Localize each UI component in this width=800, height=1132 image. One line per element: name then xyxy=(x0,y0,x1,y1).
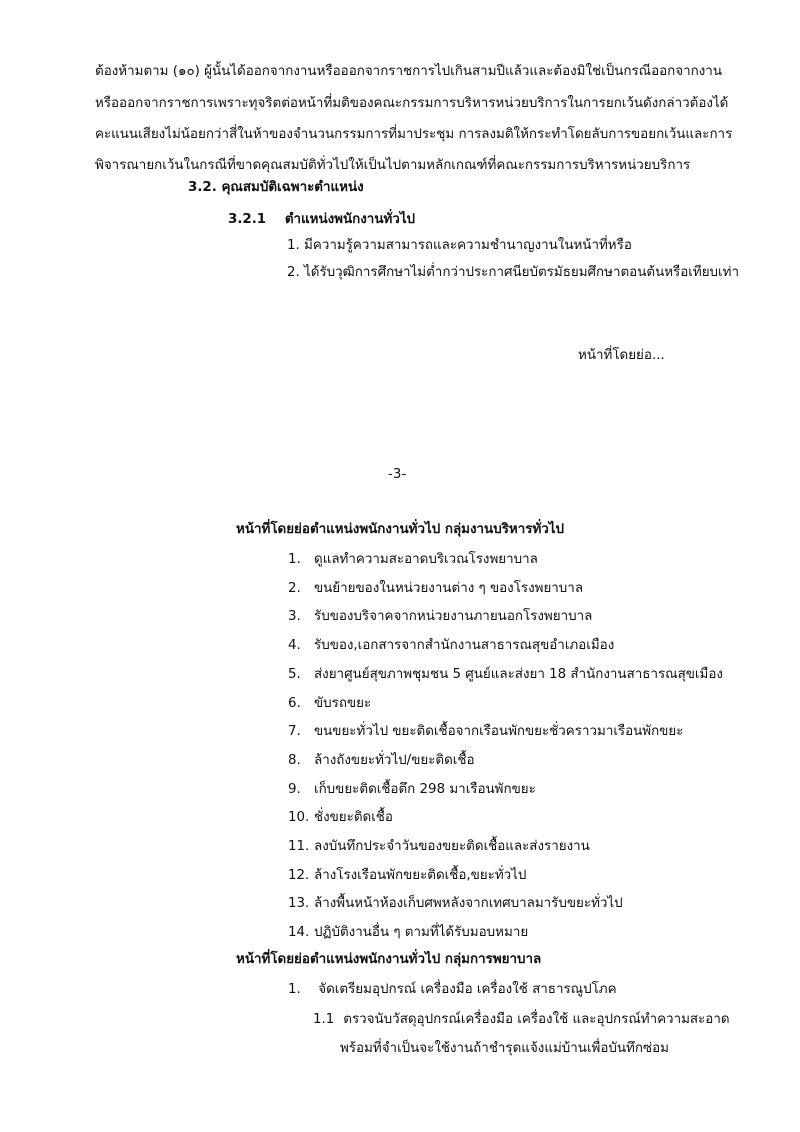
list-item xyxy=(288,780,536,800)
qualification-2: 2. ได้รับวุฒิการศึกษาไม่ต่ำกว่าประกาศนียบัตรมัธยมศึกษาตอนต้นหรือเทียบเท่า xyxy=(287,265,739,280)
duty-text: ขนขยะทั่วไป ขยะติดเชื้อจากเรือนพักขยะชั่วคราวมาเรือนพักขยะ xyxy=(314,724,684,740)
list-item xyxy=(288,694,371,714)
continued-note: หน้าที่โดยย่อ... xyxy=(578,348,665,363)
page-number: -3- xyxy=(388,467,407,482)
list-item xyxy=(288,579,583,599)
duty-number: 9. xyxy=(288,781,301,797)
duty-text: ล้างถังขยะทั่วไป/ขยะติดเชื้อ xyxy=(314,752,475,768)
list-item xyxy=(288,751,475,771)
duty-text: เก็บขยะติดเชื้อตึก 298 มาเรือนพักขยะ xyxy=(314,781,536,797)
duty-number: 1. xyxy=(288,552,301,567)
intro-line-1: ต้องห้ามตาม (๑๐) ผู้นั้นได้ออกจากงานหรือออกจากราชการไปเกินสามปีแล้วและต้องมิใช่เป็นกรณีออกจากงาน xyxy=(95,64,722,79)
list-item xyxy=(288,866,526,886)
section-3-2-1-number: 3.2.1 xyxy=(228,212,267,227)
duty-number: 1.1 xyxy=(313,1012,335,1027)
duty-nursing-1-1-line-2: พร้อมที่จำเป็นจะใช้งานถ้าชำรุดแจ้งแม่บ้านเพื่อบันทึกซ่อม xyxy=(340,1041,669,1056)
duty-nursing-1-1-line-1 xyxy=(313,1010,730,1030)
intro-line-2: หรือออกจากราชการเพราะทุจริตต่อหน้าที่มติของคณะกรรมการบริหารหน่วยบริการในการยกเว้นดังกล่าวต้องได้ xyxy=(95,96,729,111)
list-item xyxy=(288,550,538,570)
intro-line-3: คะแนนเสียงไม่น้อยกว่าสี่ในห้าของจำนวนกรรมการที่มาประชุม การลงมติให้กระทำโดยลับการขอยกเว้นและการ xyxy=(95,127,733,142)
list-item xyxy=(288,665,723,685)
duty-text: จัดเตรียมอุปกรณ์ เครื่องมือ เครื่องใช้ สาธารณูปโภค xyxy=(318,982,617,997)
duty-text: รับของ,เอกสารจากสำนักงานสาธารณสุขอำเภอเมือง xyxy=(314,638,615,654)
duty-number: 13. xyxy=(288,896,310,912)
duty-number: 3. xyxy=(288,609,301,625)
duty-number: 7. xyxy=(288,724,301,740)
duty-number: 6. xyxy=(288,695,301,711)
duty-number: 4. xyxy=(288,638,301,654)
duty-text: ล้างโรงเรือนพักขยะติดเชื้อ,ขยะทั่วไป xyxy=(314,867,527,883)
duty-number: 14. xyxy=(288,925,310,941)
list-item xyxy=(288,636,614,656)
list-item xyxy=(288,894,623,914)
section-3-2-heading: 3.2. คุณสมบัติเฉพาะตำแหน่ง xyxy=(188,180,364,195)
duty-text: ชั่งขยะติดเชื้อ xyxy=(314,810,393,826)
duty-text: รับของบริจาคจากหน่วยงานภายนอกโรงพยาบาล xyxy=(314,609,593,625)
duty-nursing-1 xyxy=(288,980,617,1000)
heading-general-admin: หน้าที่โดยย่อตำแหน่งพนักงานทั่วไป กลุ่มงานบริหารทั่วไป xyxy=(236,522,565,537)
heading-nursing: หน้าที่โดยย่อตำแหน่งพนักงานทั่วไป กลุ่มการพยาบาล xyxy=(236,952,542,967)
duty-number: 1. xyxy=(288,982,301,997)
list-item xyxy=(288,607,592,627)
intro-line-4: พิจารณายกเว้นในกรณีที่ขาดคุณสมบัติทั่วไปให้เป็นไปตามหลักเกณฑ์ที่คณะกรรมการบริหารหน่วยบริการ xyxy=(95,158,691,173)
qualification-1: 1. มีความรู้ความสามารถและความชำนาญงานในหน้าที่หรือ xyxy=(287,238,632,253)
duty-number: 10. xyxy=(288,810,310,826)
duty-text: ขนย้ายของในหน่วยงานต่าง ๆ ของโรงพยาบาล xyxy=(314,580,584,596)
duty-text: ขับรถขยะ xyxy=(314,695,372,711)
duty-number: 11. xyxy=(288,839,310,854)
duty-text: ล้างพื้นหน้าห้องเก็บศพหลังจากเทศบาลมารับขยะทั่วไป xyxy=(314,896,623,912)
list-item xyxy=(288,923,528,943)
duty-number: 2. xyxy=(288,580,301,596)
list-item xyxy=(288,722,683,742)
duty-text: ลงบันทึกประจำวันของขยะติดเชื้อและส่งรายงาน xyxy=(314,839,590,854)
section-3-2-1-title: ตำแหน่งพนักงานทั่วไป xyxy=(284,212,416,227)
duty-text: ส่งยาศูนย์สุขภาพชุมชน 5 ศูนย์และส่งยา 18 สำนักงานสาธารณสุขเมือง xyxy=(314,666,723,682)
duty-number: 12. xyxy=(288,867,310,883)
duty-text: ดูแลทำความสะอาดบริเวณโรงพยาบาล xyxy=(314,552,538,567)
list-item xyxy=(288,837,590,857)
duty-text: ปฏิบัติงานอื่น ๆ ตามที่ได้รับมอบหมาย xyxy=(314,925,529,941)
duty-number: 8. xyxy=(288,752,301,768)
section-3-2-1-heading xyxy=(228,210,415,230)
duty-text: ตรวจนับวัสดุอุปกรณ์เครื่องมือ เครื่องใช้ และอุปกรณ์ทำความสะอาด xyxy=(343,1012,730,1027)
list-item xyxy=(288,808,393,828)
duty-number: 5. xyxy=(288,666,301,682)
